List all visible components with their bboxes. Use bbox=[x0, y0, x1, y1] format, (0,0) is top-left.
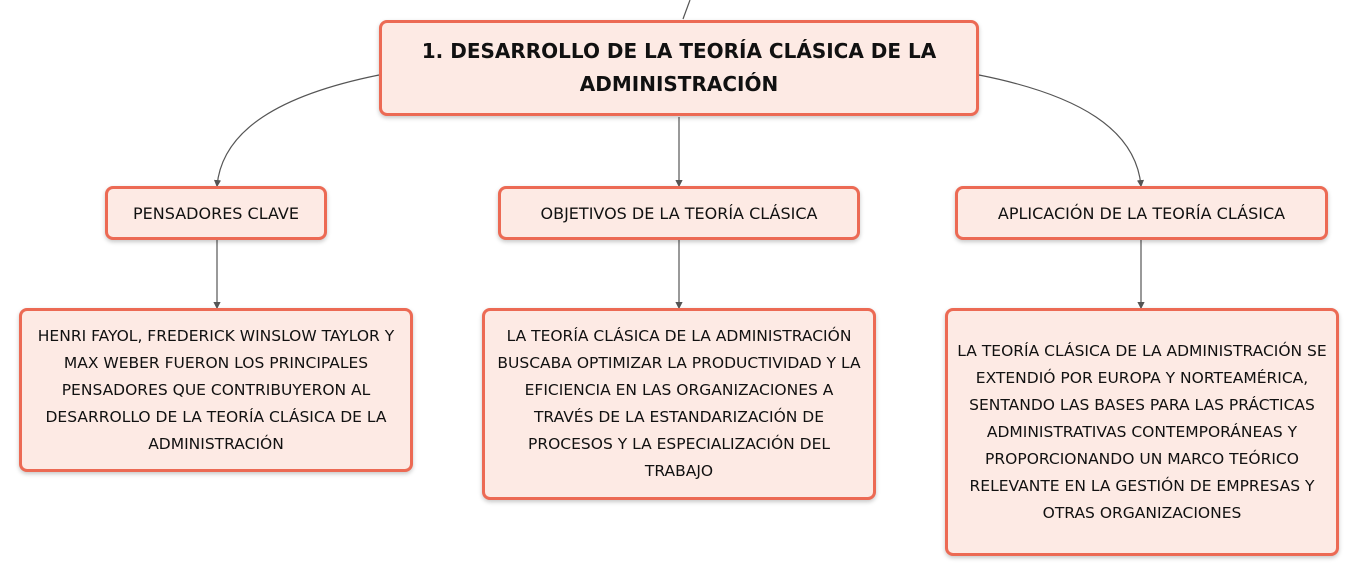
parent-connector bbox=[683, 0, 690, 19]
detail-text: LA TEORÍA CLÁSICA DE LA ADMINISTRACIÓN SE EXTENDIÓ POR EUROPA Y NORTEAMÉRICA, SENTANDO LAS BASES PARA LAS PRÁCTICAS ADMINISTRATIVAS CONTEMPORÁNEAS Y PROPORCIONANDO UN MARCO TEÓRICO RELEVANTE EN LA GESTIÓN DE EMPRESAS Y OTRAS ORGANIZACIONES bbox=[957, 341, 1327, 522]
detail-aplicacion[interactable] bbox=[945, 308, 1339, 556]
subtopic-objetivos[interactable] bbox=[498, 186, 860, 240]
subtopic-label: APLICACIÓN DE LA TEORÍA CLÁSICA bbox=[997, 203, 1286, 223]
connector-root-pensadores bbox=[217, 75, 379, 186]
root-topic-node[interactable] bbox=[379, 20, 979, 116]
root-topic-title: 1. DESARROLLO DE LA TEORÍA CLÁSICA DE LA ADMINISTRACIÓN bbox=[421, 39, 937, 96]
subtopic-label: PENSADORES CLAVE bbox=[133, 203, 299, 223]
detail-objetivos[interactable] bbox=[482, 308, 876, 500]
subtopic-pensadores-clave[interactable] bbox=[105, 186, 327, 240]
detail-text: HENRI FAYOL, FREDERICK WINSLOW TAYLOR Y MAX WEBER FUERON LOS PRINCIPALES PENSADORES QUE CONTRIBUYERON AL DESARROLLO DE LA TEORÍA CLÁSICA DE LA ADMINISTRACIÓN bbox=[37, 326, 395, 453]
detail-text: LA TEORÍA CLÁSICA DE LA ADMINISTRACIÓN BUSCABA OPTIMIZAR LA PRODUCTIVIDAD Y LA EFICIENCIA EN LAS ORGANIZACIONES A TRAVÉS DE LA ESTANDARIZACIÓN DE PROCESOS Y LA ESPECIALIZACIÓN DEL TRABAJO bbox=[497, 327, 861, 480]
detail-pensadores-clave[interactable] bbox=[19, 308, 413, 472]
connector-root-aplicacion bbox=[979, 75, 1141, 186]
subtopic-label: OBJETIVOS DE LA TEORÍA CLÁSICA bbox=[540, 203, 818, 223]
subtopic-aplicacion[interactable] bbox=[955, 186, 1328, 240]
